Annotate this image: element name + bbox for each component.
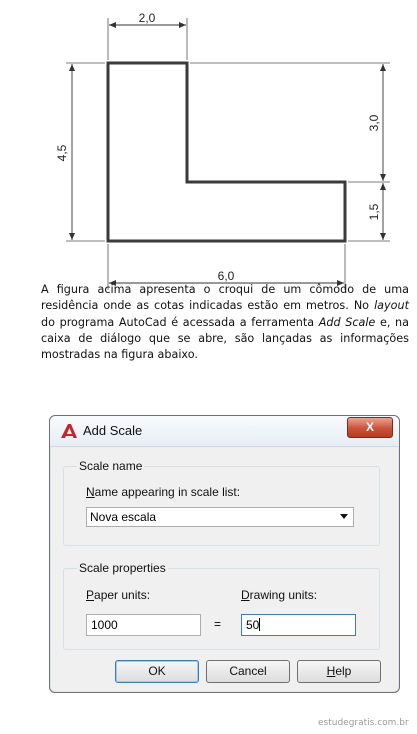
drawing-units-input[interactable] xyxy=(241,614,356,636)
equals-sign: = xyxy=(214,617,222,631)
question-paragraph xyxy=(41,282,409,363)
paper-label-rest: aper units: xyxy=(94,588,151,602)
cancel-button[interactable]: Cancel xyxy=(206,660,290,683)
paragraph-italic-layout: layout xyxy=(374,299,409,313)
paragraph-text-3: e, na caixa de diálogo que se abre, são lançadas as informações mostradas na figura abaixo. xyxy=(41,315,410,362)
close-button[interactable]: X xyxy=(347,417,393,438)
dim-label-right-lower: 1,5 xyxy=(367,203,381,221)
dim-label-left: 4,5 xyxy=(55,144,69,162)
dim-label-top: 2,0 xyxy=(138,11,156,25)
text-caret xyxy=(259,618,260,631)
name-label-accel: N xyxy=(86,485,95,499)
paper-units-label xyxy=(86,588,150,602)
help-label-accel: H xyxy=(326,664,336,678)
scale-name-group-label: Scale name xyxy=(79,459,143,473)
scale-properties-group-label: Scale properties xyxy=(79,561,166,575)
dim-label-bottom: 6,0 xyxy=(217,269,235,283)
drawing-label-rest: rawing units: xyxy=(249,588,318,602)
dim-label-right-upper: 3,0 xyxy=(367,114,381,132)
dialog-titlebar[interactable] xyxy=(50,416,399,447)
drawing-units-label xyxy=(241,588,317,602)
watermark-text: estudegratis.com.br xyxy=(318,718,409,728)
drawing-units-value: 50 xyxy=(246,618,260,632)
paragraph-text-1: A figura acima apresenta o croqui de um cômodo de uma residência onde as cotas indicadas estão em metros. No xyxy=(41,283,409,313)
dropdown-arrow-icon[interactable] xyxy=(340,514,348,519)
name-label-rest: ame appearing in scale list: xyxy=(94,485,241,499)
scale-name-group xyxy=(63,466,380,546)
help-label-rest: elp xyxy=(335,664,352,678)
room-outline xyxy=(108,63,345,241)
scale-name-input[interactable] xyxy=(86,507,354,527)
name-field-label xyxy=(86,485,240,499)
scale-name-value: Nova escala xyxy=(90,510,157,524)
help-button[interactable] xyxy=(297,660,381,683)
add-scale-dialog xyxy=(49,415,400,693)
paragraph-text-2: do programa AutoCad é acessada a ferramenta xyxy=(41,315,319,329)
paper-units-value: 1000 xyxy=(91,618,118,632)
ok-button[interactable]: OK xyxy=(115,660,199,683)
paper-label-accel: P xyxy=(86,588,95,602)
dialog-title: Add Scale xyxy=(83,423,143,438)
autocad-logo-icon xyxy=(60,423,78,439)
drawing-label-accel: D xyxy=(241,588,250,602)
paper-units-input[interactable] xyxy=(86,614,201,636)
scale-properties-group xyxy=(63,568,380,650)
floor-plan-sketch xyxy=(0,0,417,290)
paragraph-italic-add-scale: Add Scale xyxy=(318,315,376,329)
